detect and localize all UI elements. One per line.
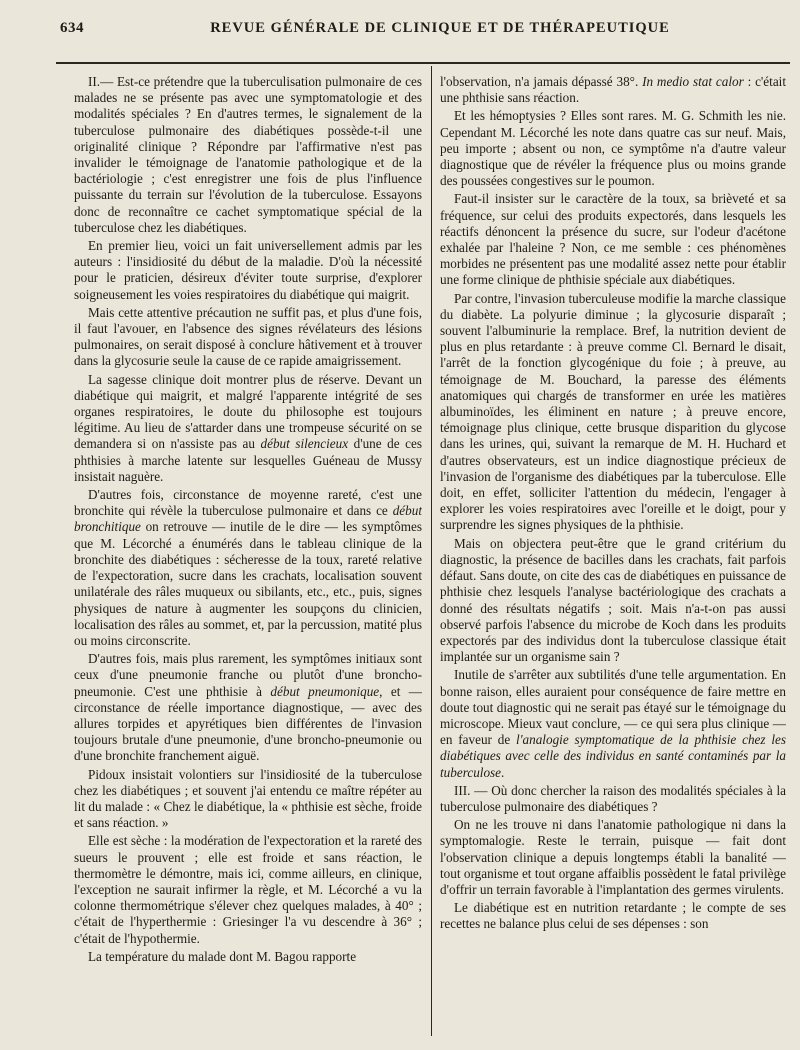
page-header	[60, 20, 760, 44]
text-run: La sagesse clinique doit montrer plus de réserve. Devant un diabétique qui maigrit, et malgré l'apparente intégrité de ses organes respiratoires, le doute du philosophe est toujours légitime. Au lieu de s'attarder dans une trompeuse sécurité on se demandera si on n'assiste pas au	[74, 371, 422, 452]
text-run: d'une de ces phthisies à marche latente sur lesquelles Guéneau de Mussy insistait naguère.	[74, 436, 422, 484]
text-run: On ne les trouve ni dans l'anatomie pathologique ni dans la symptomalogie. Reste le terrain, puisque — fait dont l'observation clinique a depuis longtemps établi la banalité — tout organisme et tout organe affaiblis possèdent le fatal privilège d'offrir un terrain favorable à l'implantation des germes virulents.	[440, 817, 786, 897]
text-run: Par contre, l'invasion tuberculeuse modifie la marche classique du diabète. La polyurie diminue ; la glycosurie disparaît ; souvent l'albuminurie la remplace. Bref, la nutrition devient de plus en plus retardante : à preuve comme Cl. Bernard le disait, l'arrêt de la fonction glycogénique du foie ; à preuve, au témoignage de M. Bouchard, la paresse des éléments anatomiques qui chargés de transformer en urée les matières albuminoïdes, les éliminent en nature ; à preuve encore, témoignage plus clinique, cette brusque disparition du glycose dans les urines, qui, suivant la remarque de M. H. Huchard et d'autres observateurs, est un indice diagnostique précieux de l'invasion de l'organisme des diabétiques par la tuberculose. Elle doit, en effet, solliciter l'attention du médecin, l'engager à explorer les voies respiratoires avec l'oreille et le doigt, pour y surprendre les signes physiques de la phthisie.	[440, 290, 786, 533]
text-run: Mais on objectera peut-être que le grand critérium du diagnostic, la présence de bacilles dans les crachats, fait parfois défaut. Sans doute, on cite des cas de diabétiques en puissance de phthisie chez lesquels l'analyse bactériologique des crachats a donné des résultats négatifs ; soit. Mais n'a-t-on pas aussi observé parfois l'absence du microbe de Koch dans les produits expectorés par des individus dont la tuberculose classique était implantée sur un organisme sain ?	[440, 535, 786, 665]
paragraph	[440, 74, 786, 106]
text-run: II.— Est-ce prétendre que la tuberculisation pulmonaire de ces malades ne se présente pas avec une symptomatologie et des modalités spéciales ? En d'autres termes, le signalement de la tuberculose pulmonaire des diabétiques possède-t-il une originalité clinique ? Répondre par l'affirmative n'est pas invalider le témoignage de l'anatomie pathologique et de la bactériologie ; c'est enregistrer une fois de plus l'influence puissante du terrain sur l'évolution de la tuberculose. Essayons donc de reconnaître ce cachet symptomatique spécial de la tuberculose chez les diabétiques.	[74, 74, 422, 235]
italic-text: début bronchitique	[74, 503, 422, 535]
paragraph	[74, 74, 422, 236]
paragraph	[440, 783, 786, 815]
text-run: Elle est sèche : la modération de l'expectoration et la rareté des sueurs le prouvent ; elle est froide et sans réaction, le thermomètre le démontre, mais ici, comme ailleurs, en clinique, l'exception ne saurait infirmer la règle, et M. Lécorché a vu la colonne thermométrique s'élever chez quelques malades, à 40° ; c'était de l'hyperthermie : Griesinger l'a vu descendre à 36° ; c'était de l'hypothermie.	[74, 833, 422, 946]
paragraph	[440, 817, 786, 898]
text-run: .	[501, 764, 505, 780]
paragraph	[440, 291, 786, 534]
paragraph	[74, 238, 422, 303]
paragraph	[74, 833, 422, 946]
paragraph	[74, 651, 422, 764]
text-run: D'autres fois, mais plus rarement, les symptômes initiaux sont ceux d'une pneumonie franche ou plutôt d'une broncho-pneumonie. C'est une phthisie à	[74, 651, 422, 699]
text-run: Mais cette attentive précaution ne suffit pas, et plus d'une fois, il faut l'avouer, en l'absence des signes révélateurs des lésions pulmonaires, on serait disposé à conclure hâtivement et à trouver dans la glycosurie seule la cause de ce rapide amaigrissement.	[74, 304, 422, 369]
paragraph	[440, 667, 786, 780]
paragraph	[74, 767, 422, 832]
paragraph	[74, 487, 422, 649]
column-divider	[431, 66, 432, 1036]
text-run: Le diabétique est en nutrition retardante ; le compte de ses recettes ne balance plus celui de ses dépenses : son	[440, 900, 786, 932]
text-run: l'observation, n'a jamais dépassé 38°.	[440, 74, 643, 89]
italic-text: début pneumonique	[270, 683, 380, 699]
text-run: Et les hémoptysies ? Elles sont rares. M. G. Schmith les nie. Cependant M. Lécorché les note dans quatre cas sur neuf. Mais, peu importe ; absent ou non, ce symptôme n'a d'autre valeur diagnostique que de révéler la fréquence plus ou moins grande des poussées congestives sur le poumon.	[440, 108, 786, 189]
text-run: , et — circonstance de réelle importance diagnostique, — avec des allures torpides et apyrétiques bien différentes de l'invasion toujours brutale d'une pneumonie, d'une broncho-pneumonie ou d'une bronchite franchement aiguë.	[74, 683, 422, 764]
italic-text: In medio stat calor	[642, 74, 744, 89]
italic-text: début silencieux	[260, 436, 349, 452]
paragraph	[440, 536, 786, 666]
page-number: 634	[60, 20, 84, 36]
paragraph	[74, 305, 422, 370]
text-run: Faut-il insister sur le caractère de la toux, sa brièveté et sa fréquence, sur celui des produits expectorés, dans lesquels les réactifs dénoncent la présence du sucre, sur l'odeur d'acétone exhalée par l'haleine ? Non, ce me semble : ces phénomènes morbides ne présentent pas une modalité assez nette pour établir une forme clinique de phthisie spéciale aux diabétiques.	[440, 191, 786, 288]
paragraph	[440, 108, 786, 189]
text-run: En premier lieu, voici un fait universellement admis par les auteurs : l'insidiosité du début de la maladie. D'où la nécessité pour le praticien, désireux d'éviter toute surprise, d'explorer soigneusement les voies respiratoires du diabétique qui maigrit.	[74, 238, 422, 302]
paragraph	[440, 900, 786, 932]
header-rule	[56, 62, 790, 64]
paragraph	[74, 372, 422, 485]
text-run: D'autres fois, circonstance de moyenne rareté, c'est une bronchite qui révèle la tuberculose pulmonaire et dans ce	[74, 487, 422, 519]
right-column	[440, 74, 786, 1034]
paragraph	[74, 949, 422, 965]
left-column	[74, 74, 422, 1034]
paragraph	[440, 191, 786, 288]
text-run: on retrouve — inutile de le dire — les symptômes que M. Lécorché a énumérés dans le tableau clinique de la bronchite des diabétiques : sécheresse de la toux, rareté relative de l'expectoration, sucre dans les crachats, localisation souvent unilatérale des râles muqueux ou sibilants, etc., etc., puis, signes physiques de nature à augmenter les soupçons du clinicien, localisation des râles au sommet, et, par la percussion, matité plus ou moins circonscrite.	[74, 519, 422, 648]
text-run: : c'était une phthisie sans réaction.	[440, 74, 786, 106]
text-run: La température du malade dont M. Bagou rapporte	[88, 948, 357, 964]
text-run: Inutile de s'arrêter aux subtilités d'une telle argumentation. En bonne raison, elles auraient pour conséquence de faire mettre en doute tout diagnostic qui ne serait pas étayé sur le témoignage du microscope. Mieux vaut conclure, — ce qui sera plus clinique — en faveur de	[440, 667, 786, 748]
text-run: III. — Où donc chercher la raison des modalités spéciales à la tuberculose pulmonaire des diabétiques ?	[440, 782, 786, 814]
italic-text: l'analogie symptomatique de la phthisie chez les diabétiques avec celle des individus en santé contaminés par la tuberculose	[440, 732, 786, 780]
text-run: Pidoux insistait volontiers sur l'insidiosité de la tuberculose chez les diabétiques ; et souvent j'ai entendu ce maître répéter au lit du malade : « Chez le diabétique, la « phthisie est sèche, froide et sans réaction. »	[74, 766, 422, 831]
running-title: REVUE GÉNÉRALE DE CLINIQUE ET DE THÉRAPEUTIQUE	[210, 20, 670, 36]
